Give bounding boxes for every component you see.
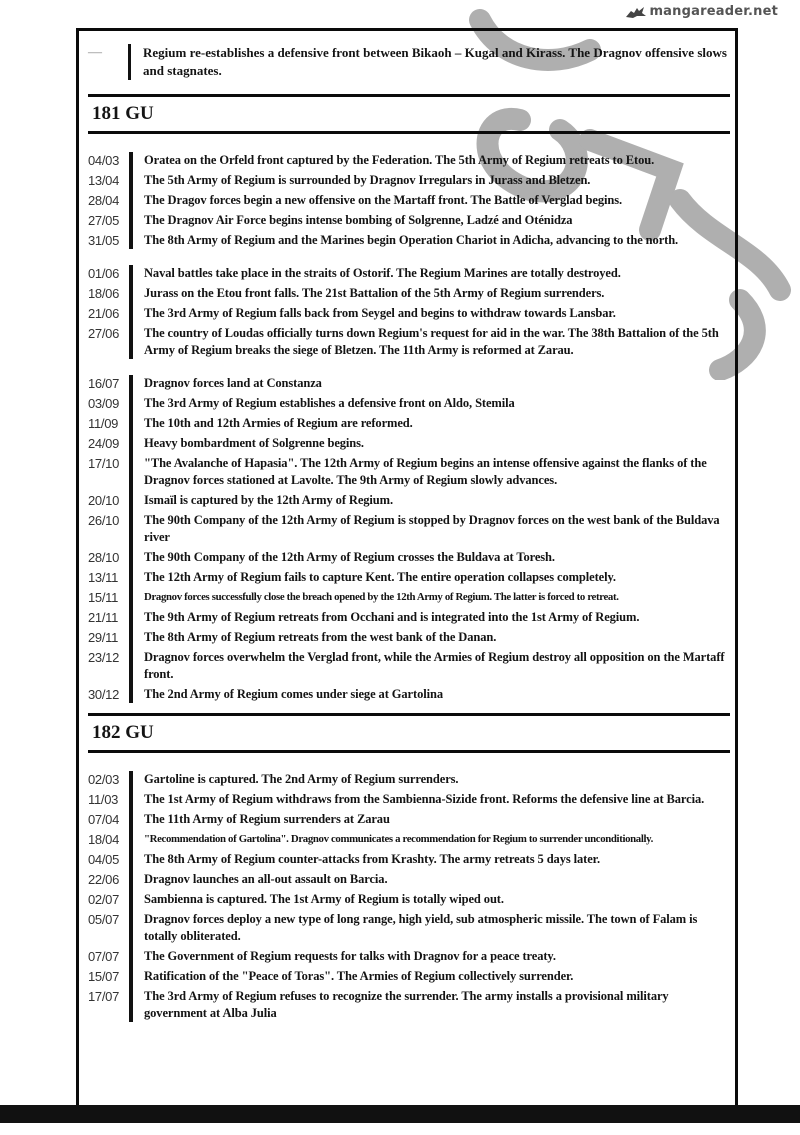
timeline-event: [88, 549, 730, 566]
event-description: Dragnov forces land at Constanza: [144, 376, 322, 390]
timeline-bar: [129, 771, 133, 1022]
event-date: 30/12: [88, 687, 120, 702]
year-sections: [88, 94, 730, 1022]
event-description: The 11th Army of Regium surrenders at Zarau: [144, 812, 390, 826]
section-rule: [88, 750, 730, 753]
event-description: Heavy bombardment of Solgrenne begins.: [144, 436, 364, 450]
event-description: Jurass on the Etou front falls. The 21st Battalion of the 5th Army of Regium surrenders.: [144, 286, 605, 300]
intro-text: Regium re-establishes a defensive front between Bikaoh – Kugal and Kirass. The Dragnov offensive slows and stagnates.: [143, 45, 727, 78]
event-date: 18/04: [88, 832, 120, 847]
event-date: 24/09: [88, 436, 120, 451]
event-date: 15/11: [88, 590, 119, 605]
timeline-bar: [129, 375, 133, 703]
timeline-event: [88, 851, 730, 868]
event-date: 20/10: [88, 493, 120, 508]
timeline-event: [88, 212, 730, 229]
event-description: The 8th Army of Regium and the Marines begin Operation Chariot in Adicha, advancing to the north.: [144, 233, 679, 247]
event-description: The 2nd Army of Regium comes under siege at Gartolina: [144, 687, 443, 701]
timeline-event: [88, 811, 730, 828]
event-date: 07/07: [88, 949, 120, 964]
timeline-event: [88, 629, 730, 646]
timeline-event: [88, 911, 730, 945]
timeline-event: [88, 325, 730, 359]
event-description: Ismaïl is captured by the 12th Army of Regium.: [144, 493, 393, 507]
event-date: 21/06: [88, 306, 120, 321]
timeline-event: [88, 589, 730, 606]
timeline-event: [88, 791, 730, 808]
timeline-event: [88, 285, 730, 302]
event-date: 26/10: [88, 513, 120, 528]
event-description: Ratification of the "Peace of Toras". The Armies of Regium collectively surrender.: [144, 969, 574, 983]
event-description: The 8th Army of Regium retreats from the west bank of the Danan.: [144, 630, 497, 644]
event-date: 13/11: [88, 570, 119, 585]
timeline-event: [88, 609, 730, 626]
event-description: The country of Loudas officially turns down Regium's request for aid in the war. The 38th Battalion of the 5th Army of Regium breaks the siege of Bletzen. The 11th Army is reformed at Zarau.: [144, 326, 719, 357]
year-heading: 182 GU: [92, 722, 154, 743]
event-description: Dragnov forces deploy a new type of long range, high yield, sub atmospheric missile. The town of Falam is totally obliterated.: [144, 912, 698, 943]
timeline-bar: [128, 44, 131, 80]
event-group: [88, 375, 730, 703]
event-description: Dragnov forces successfully close the breach opened by the 12th Army of Regium. The latter is forced to retreat.: [144, 591, 619, 603]
event-description: Dragnov launches an all-out assault on Barcia.: [144, 872, 388, 886]
event-date: 27/06: [88, 326, 120, 341]
event-date: 17/07: [88, 989, 120, 1004]
section-rule: [88, 131, 730, 134]
event-description: The 3rd Army of Regium falls back from Seygel and begins to withdraw towards Lansbar.: [144, 306, 616, 320]
event-date: 02/07: [88, 892, 120, 907]
event-date: 02/03: [88, 772, 120, 787]
event-description: The 10th and 12th Armies of Regium are reformed.: [144, 416, 413, 430]
timeline-event: [88, 455, 730, 489]
timeline-event: [88, 649, 730, 683]
event-date: 29/11: [88, 630, 119, 645]
timeline-bar: [129, 152, 133, 249]
event-description: "Recommendation of Gartolina". Dragnov communicates a recommendation for Regium to surrender unconditionally.: [144, 833, 653, 845]
event-description: Oratea on the Orfeld front captured by the Federation. The 5th Army of Regium retreats to Etou.: [144, 153, 655, 167]
event-description: The Dragov forces begin a new offensive on the Martaff front. The Battle of Verglad begins.: [144, 193, 623, 207]
event-description: Dragnov forces overwhelm the Verglad front, while the Armies of Regium destroy all opposition on the Martaff front.: [144, 650, 725, 681]
event-description: Gartoline is captured. The 2nd Army of Regium surrenders.: [144, 772, 459, 786]
event-date: 31/05: [88, 233, 120, 248]
event-date: 28/10: [88, 550, 120, 565]
event-date: 22/06: [88, 872, 120, 887]
timeline-event: [88, 415, 730, 432]
event-date: 13/04: [88, 173, 120, 188]
timeline-event: [88, 891, 730, 908]
timeline-event: [88, 968, 730, 985]
intro-entry: [88, 44, 730, 80]
timeline-event: [88, 305, 730, 322]
event-date: 28/04: [88, 193, 120, 208]
timeline-event: [88, 492, 730, 509]
event-date: 17/10: [88, 456, 120, 471]
event-date: 05/07: [88, 912, 120, 927]
event-description: The 90th Company of the 12th Army of Regium is stopped by Dragnov forces on the west bank of the Buldava river: [144, 513, 720, 544]
timeline-event: [88, 569, 730, 586]
event-description: Sambienna is captured. The 1st Army of Regium is totally wiped out.: [144, 892, 504, 906]
year-section: [88, 94, 730, 703]
timeline-event: [88, 988, 730, 1022]
event-description: The 1st Army of Regium withdraws from the Sambienna-Sizide front. Reforms the defensive line at Barcia.: [144, 792, 705, 806]
timeline-event: [88, 395, 730, 412]
event-description: Naval battles take place in the straits of Ostorif. The Regium Marines are totally destroyed.: [144, 266, 621, 280]
event-group: [88, 265, 730, 359]
event-description: The 3rd Army of Regium refuses to recognize the surrender. The army installs a provisional military government at Alba Julia: [144, 989, 669, 1020]
event-description: The Government of Regium requests for talks with Dragnov for a peace treaty.: [144, 949, 556, 963]
event-date: 04/03: [88, 153, 120, 168]
timeline-event: [88, 152, 730, 169]
page-bottom-band: [0, 1105, 800, 1123]
timeline-event: [88, 192, 730, 209]
event-date: 03/09: [88, 396, 120, 411]
event-description: The 8th Army of Regium counter-attacks from Krashty. The army retreats 5 days later.: [144, 852, 601, 866]
event-date: 01/06: [88, 266, 120, 281]
event-date: 27/05: [88, 213, 120, 228]
watermark-text: mangareader.net: [649, 4, 778, 19]
timeline-event: [88, 435, 730, 452]
event-description: The Dragnov Air Force begins intense bombing of Solgrenne, Ladzé and Oténidza: [144, 213, 573, 227]
timeline-document: [88, 44, 730, 1025]
event-date: 11/09: [88, 416, 119, 431]
event-list: [88, 771, 730, 1022]
timeline-event: [88, 512, 730, 546]
watermark: [625, 4, 778, 19]
group-spacer: [88, 362, 730, 375]
year-heading: 181 GU: [92, 103, 154, 124]
event-date: 04/05: [88, 852, 120, 867]
event-date: 07/04: [88, 812, 120, 827]
event-description: The 3rd Army of Regium establishes a defensive front on Aldo, Stemila: [144, 396, 515, 410]
timeline-event: [88, 948, 730, 965]
event-date: 11/03: [88, 792, 119, 807]
timeline-event: [88, 172, 730, 189]
event-description: The 90th Company of the 12th Army of Regium crosses the Buldava at Toresh.: [144, 550, 555, 564]
event-description: The 5th Army of Regium is surrounded by Dragnov Irregulars in Jurass and Bletzen.: [144, 173, 591, 187]
year-section: [88, 713, 730, 1022]
event-description: "The Avalanche of Hapasia". The 12th Army of Regium begins an intense offensive against the flanks of the Dragnov forces stationed at Lavolte. The 9th Army of Regium slowly advances.: [144, 456, 707, 487]
event-description: The 9th Army of Regium retreats from Occhani and is integrated into the 1st Army of Regium.: [144, 610, 640, 624]
dragon-logo-icon: [625, 5, 647, 19]
event-date: 18/06: [88, 286, 120, 301]
group-spacer: [88, 252, 730, 265]
event-group: [88, 771, 730, 1022]
timeline-bar: [129, 265, 133, 359]
timeline-event: [88, 686, 730, 703]
timeline-event: [88, 871, 730, 888]
event-group: [88, 152, 730, 249]
timeline-event: [88, 375, 730, 392]
event-date: 16/07: [88, 376, 120, 391]
event-date: 15/07: [88, 969, 120, 984]
timeline-event: [88, 771, 730, 788]
dash-marker: —: [88, 45, 102, 60]
timeline-event: [88, 232, 730, 249]
event-description: The 12th Army of Regium fails to capture Kent. The entire operation collapses completely.: [144, 570, 616, 584]
timeline-event: [88, 265, 730, 282]
event-list: [88, 152, 730, 703]
timeline-event: [88, 831, 730, 848]
event-date: 21/11: [88, 610, 119, 625]
event-date: 23/12: [88, 650, 120, 665]
